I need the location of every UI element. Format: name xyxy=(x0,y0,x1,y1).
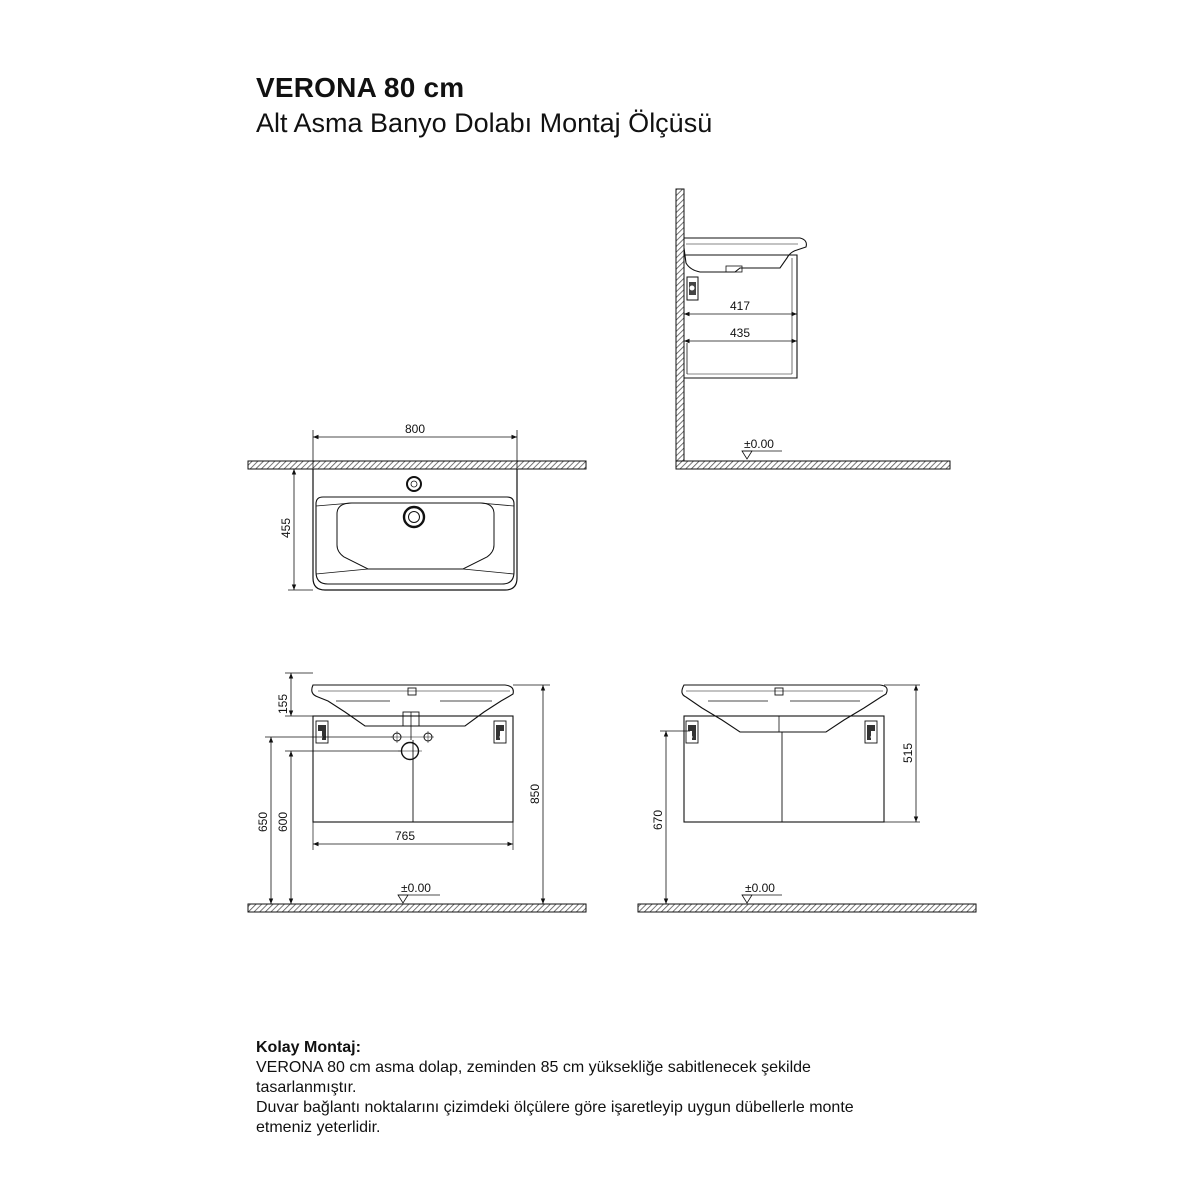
front-view-bracket-right xyxy=(494,721,506,743)
back-view-bracket-left xyxy=(686,721,698,743)
front-view-level-marker xyxy=(398,895,408,903)
notes-line-3: Duvar bağlantı noktalarını çizimdeki ölçülere göre işaretleyip uygun dübellerle monte xyxy=(256,1099,854,1116)
side-view xyxy=(676,189,950,469)
side-view-level-label: ±0.00 xyxy=(744,437,774,451)
front-view xyxy=(248,673,586,912)
front-view-floor xyxy=(248,904,586,912)
front-view-155-label: 155 xyxy=(276,693,290,715)
notes-heading: Kolay Montaj: xyxy=(256,1039,361,1056)
front-view-level-label: ±0.00 xyxy=(401,881,431,895)
side-view-wall xyxy=(676,189,684,469)
side-view-417-label: 417 xyxy=(729,299,751,313)
side-view-level-marker xyxy=(742,451,752,459)
side-view-floor xyxy=(676,461,950,469)
page-subtitle: Alt Asma Banyo Dolabı Montaj Ölçüsü xyxy=(256,108,713,138)
front-view-650-label: 650 xyxy=(256,811,270,833)
top-view-width-label: 800 xyxy=(404,422,426,436)
back-view-level-label: ±0.00 xyxy=(745,881,775,895)
back-view-level-marker xyxy=(742,895,752,903)
front-view-bracket-left xyxy=(316,721,328,743)
back-view-floor xyxy=(638,904,976,912)
top-view xyxy=(248,422,586,590)
notes-line-1: VERONA 80 cm asma dolap, zeminden 85 cm yüksekliğe sabitlenecek şekilde xyxy=(256,1059,811,1076)
back-view-basin xyxy=(682,685,887,732)
notes-line-4: etmeniz yeterlidir. xyxy=(256,1119,381,1136)
back-view-670-label: 670 xyxy=(651,809,665,831)
page-title: VERONA 80 cm xyxy=(256,72,465,103)
installation-notes xyxy=(256,1038,976,1138)
back-view xyxy=(638,685,976,912)
back-view-bracket-right xyxy=(865,721,877,743)
front-view-850-label: 850 xyxy=(528,783,542,805)
top-view-wall xyxy=(248,461,586,469)
notes-line-2: tasarlanmıştır. xyxy=(256,1079,357,1096)
front-view-765-label: 765 xyxy=(394,829,416,843)
top-view-tap-hole xyxy=(407,477,421,491)
top-view-drain xyxy=(404,507,424,527)
top-view-depth-label: 455 xyxy=(279,517,293,539)
front-view-600-label: 600 xyxy=(276,811,290,833)
side-view-435-label: 435 xyxy=(729,326,751,340)
back-view-515-label: 515 xyxy=(901,742,915,764)
side-view-cabinet xyxy=(684,255,797,378)
top-view-basin-inner xyxy=(337,503,494,569)
